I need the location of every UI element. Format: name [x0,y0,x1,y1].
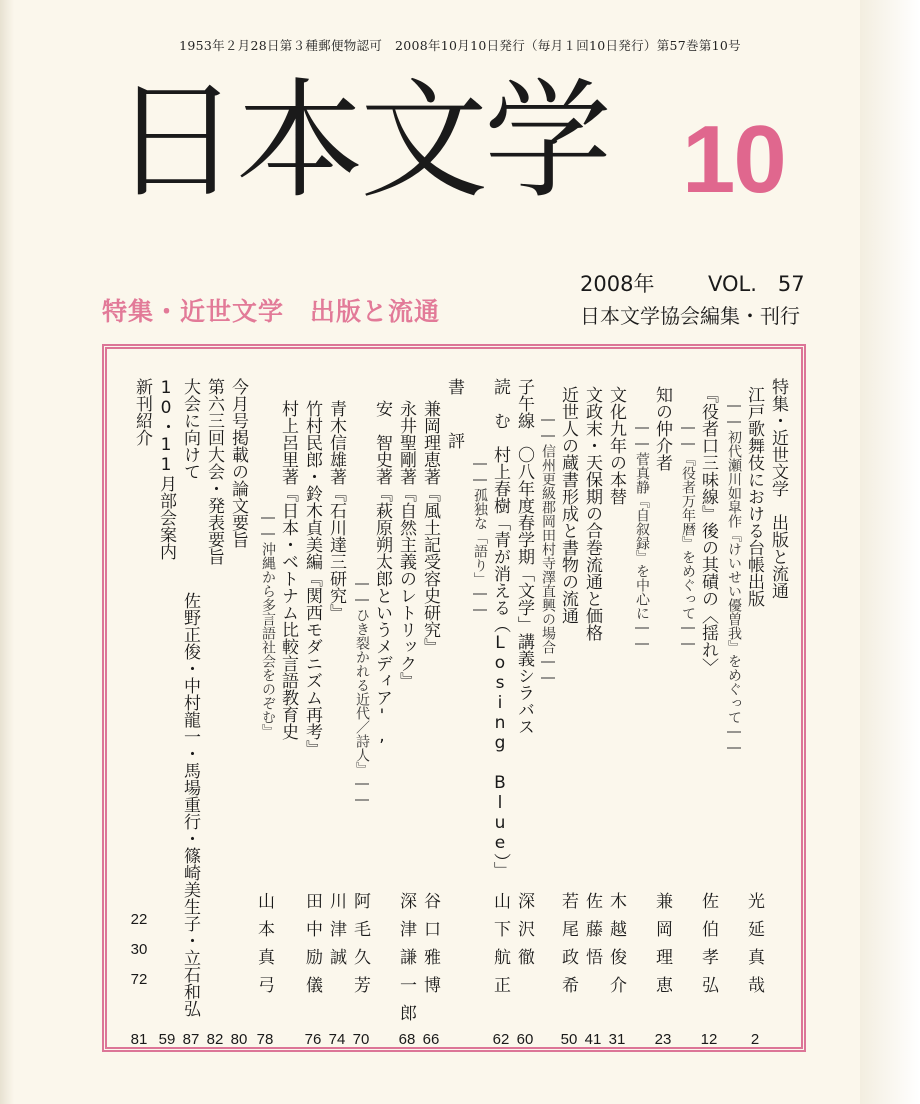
toc-page-number: 22 [130,911,148,928]
toc-page-number: 70 [352,1031,370,1048]
issue-number: 10 [682,106,785,213]
toc-author: 山下航正 [490,892,510,1004]
toc-page-number: 41 [584,1031,602,1048]
toc-entry-subtitle: ――信州更級郡岡田村寺澤直興の場合―― [540,412,556,686]
toc-author: 若尾政希 [558,892,578,1004]
toc-entry-title: 江戸歌舞伎における台帳出版 [744,386,764,607]
toc-author: 谷口雅博 [420,892,440,1004]
toc-review-subtitle: ――沖縄から多言語社会をのぞむ』 [260,510,276,738]
toc-entry-title: 文政末・天保期の合巻流通と価格 [582,386,602,641]
year-volume-line [580,268,808,298]
toc-entry-title: 子午線 〇八年度春学期「文学」講義シラバス [514,378,534,735]
toc-author: 木越俊介 [606,892,626,1004]
toc-page-number: 23 [654,1031,672,1048]
toc-review: 青木信雄著『石川達三研究』 [326,400,346,621]
toc-page-number: 50 [560,1031,578,1048]
toc-review: 兼岡理恵著『風土記受容史研究』 [420,400,440,655]
toc-review: 竹村民郎・鈴木貞美編『関西モダニズム再考』 [302,400,322,757]
toc-review: 永井聖剛著『自然主義のレトリック』 [396,400,416,689]
toc-author: 川津誠 [326,892,346,976]
toc-feature-heading: 特集・近世文学 出版と流通 [768,378,788,599]
toc-entry-title: 10・11月部会案内 [156,378,176,560]
toc-page-number: 74 [328,1031,346,1048]
toc-entry-subtitle: ――孤独な「語り」―― [472,456,488,618]
toc-entry-title: 第六三回大会・発表要旨 [204,378,224,565]
volume: VOL. 57 [708,272,805,296]
toc-entry-subtitle: ――菅真静『自叙録』を中心に―― [634,420,650,652]
toc-author: 阿毛久芳 [350,892,370,1004]
toc-entry-title: 読 む 村上春樹「青が消える（Losing Blue）」 [490,378,510,879]
toc-page-number: 62 [492,1031,510,1048]
toc-author: 佐伯孝弘 [698,892,718,1004]
toc-entry-title: 大会に向けて [180,378,200,480]
toc-review-subtitle: ――ひき裂かれる近代／詩人』―― [354,576,370,808]
toc-page-number: 66 [422,1031,440,1048]
magazine-title: 日本文学 [112,67,609,216]
toc-entry-subtitle: ――初代瀬川如皐作『けいせい優曽我』をめぐって―― [726,398,742,756]
toc-page-number: 68 [398,1031,416,1048]
toc-page-number: 12 [700,1031,718,1048]
toc-entry-title: 『役者口三味線』後の其磧の〈揺れ〉 [698,386,718,675]
publisher: 日本文学協会編集・刊行 [580,304,800,328]
toc-author: 田中励儀 [302,892,322,1004]
toc-review: 村上呂里著『日本・ベトナム比較言語教育史 [278,400,298,740]
toc-page-number: 59 [158,1031,176,1048]
toc-section-heading: 書 評 [444,378,464,459]
toc-entry-subtitle: ――『役者万年暦』をめぐって―― [680,420,696,652]
toc-entry-title: 近世人の蔵書形成と書物の流通 [558,386,578,624]
toc-entry-title: 文化九年の本替 [606,386,626,505]
toc-page-number: 80 [230,1031,248,1048]
toc-participants: 佐野正俊・中村龍一・馬場重行・篠崎美生子・立石和弘 [180,592,200,1017]
toc-entry-title: 今月号掲載の論文要旨 [228,378,248,548]
toc-entry-title: 新刊紹介 [132,378,152,446]
toc-page-number: 78 [256,1031,274,1048]
toc-review: 安 智史著『萩原朔太郎というメディア', [372,400,392,746]
feature-banner: 特集・近世文学 出版と流通 [102,297,441,326]
toc-author: 山本真弓 [254,892,274,1004]
toc-page-number: 2 [750,1031,760,1048]
toc-page-number: 31 [608,1031,626,1048]
toc-page-number: 76 [304,1031,322,1048]
toc-author: 深沢徹 [514,892,534,976]
toc-author: 深津謙一郎 [396,892,416,1032]
year: 2008年 [580,272,655,296]
toc-page-number: 81 [130,1031,148,1048]
toc-page-number: 60 [516,1031,534,1048]
toc-page-number: 72 [130,971,148,988]
toc-page-number: 82 [206,1031,224,1048]
postal-notice: 1953年２月28日第３種郵便物認可 2008年10月10日発行（毎月１回10日発行）第57巻第10号 [179,38,741,53]
toc-page-number: 87 [182,1031,200,1048]
toc-author: 兼岡理恵 [652,892,672,1004]
page-edge-shadow [0,0,14,1104]
toc-author: 光延真哉 [744,892,764,1004]
toc-page-number: 30 [130,941,148,958]
toc-entry-title: 知の仲介者 [652,386,672,471]
toc-author: 佐藤悟 [582,892,602,976]
